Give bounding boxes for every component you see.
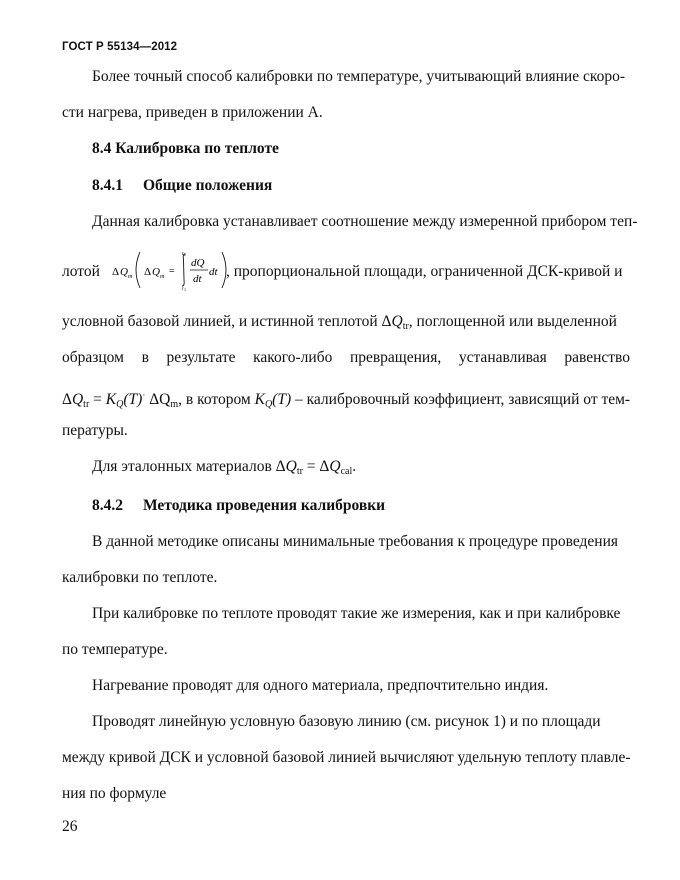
paragraph-line: Нагревание проводят для одного материала, предпочтительно индия. bbox=[92, 677, 549, 694]
heat-integral-formula bbox=[112, 248, 242, 292]
integral-lower-limit: t bbox=[182, 286, 184, 292]
paragraph-line: между кривой ДСК и условной базовой линией вычисляют удельную теплоту плавле- bbox=[62, 749, 631, 766]
math-symbol: K bbox=[254, 391, 265, 409]
text-span: Для эталонных материалов Δ bbox=[92, 458, 286, 475]
math-dot: · bbox=[142, 390, 146, 400]
fraction-numerator: dQ bbox=[191, 257, 205, 269]
paragraph-line: Данная калибровка устанавливает соотношение между измеренной прибором теп- bbox=[92, 213, 638, 230]
integral-upper-limit: t bbox=[182, 251, 184, 257]
text-span: , в котором bbox=[178, 391, 255, 409]
subsection-number: 8.4.1 bbox=[92, 177, 123, 194]
paragraph-line: , пропорциональной площади, ограниченной ДСК-кривой и bbox=[226, 263, 623, 280]
subsection-title: Общие положения bbox=[143, 177, 273, 194]
word: какого-либо bbox=[253, 349, 333, 366]
math-symbol: Q bbox=[329, 458, 341, 475]
formula-delta: Δ bbox=[144, 266, 152, 278]
formula-sub: m bbox=[128, 274, 133, 280]
formula-delta: Δ bbox=[112, 266, 120, 278]
math-symbol: (T) bbox=[123, 391, 143, 409]
section-heading: 8.4 Калибровка по теплоте bbox=[92, 140, 279, 157]
math-subscript: tr bbox=[296, 466, 303, 477]
paragraph-line: калибровки по теплоте. bbox=[62, 569, 218, 586]
paragraph-line bbox=[62, 385, 630, 410]
math-subscript: tr bbox=[83, 399, 90, 411]
document-header: ГОСТ Р 55134—2012 bbox=[62, 41, 178, 53]
integral-upper-sub: 2 bbox=[184, 252, 186, 257]
text-span: = Δ bbox=[302, 458, 330, 475]
text-span: – калибровочный коэффициент, зависящий от тем- bbox=[291, 391, 631, 409]
text-span: условной базовой линией, и истинной теплотой Δ bbox=[62, 313, 392, 330]
math-symbol: Q bbox=[285, 458, 297, 475]
page-number: 26 bbox=[62, 818, 78, 835]
paragraph-line: сти нагрева, приведен в приложении А. bbox=[62, 104, 323, 121]
text-span: . bbox=[352, 458, 357, 475]
integral-lower-sub: 1 bbox=[184, 287, 186, 292]
word: устанавливая bbox=[458, 349, 547, 366]
formula-dt: dt bbox=[209, 266, 218, 278]
paragraph-line: Проводят линейную условную базовую линию (см. рисунок 1) и по площади bbox=[92, 713, 601, 730]
word: превращения, bbox=[349, 349, 442, 366]
paragraph-line: ния по формуле bbox=[62, 785, 167, 802]
math-subscript: m bbox=[170, 399, 179, 411]
text-span: Δ bbox=[62, 391, 72, 409]
subsection-number: 8.4.2 bbox=[92, 497, 123, 514]
paragraph-line: В данной методике описаны минимальные требования к процедуре проведения bbox=[92, 533, 618, 550]
paragraph-line: Более точный способ калибровки по температуре, учитывающий влияние скоро- bbox=[92, 68, 625, 85]
paragraph-line: лотой bbox=[62, 263, 100, 280]
text-span: , поглощенной или выделенной bbox=[408, 313, 617, 330]
math-subscript: Q bbox=[264, 399, 273, 411]
formula-equals: = bbox=[169, 266, 175, 277]
word: результате bbox=[166, 349, 236, 366]
text-span: ΔQ bbox=[145, 391, 171, 409]
paragraph-line: по температуре. bbox=[62, 641, 168, 658]
math-symbol: Q bbox=[391, 313, 403, 330]
word: образцом bbox=[62, 349, 124, 366]
paragraph-line: пературы. bbox=[62, 422, 128, 439]
formula-q: Q bbox=[152, 266, 160, 278]
fraction-denominator: dt bbox=[193, 273, 202, 285]
formula-sub: m bbox=[160, 274, 165, 280]
subsection-title: Методика проведения калибровки bbox=[143, 497, 386, 514]
math-symbol: (T) bbox=[272, 391, 292, 409]
formula-q: Q bbox=[120, 266, 128, 278]
math-symbol: K bbox=[105, 391, 117, 409]
text-span: = bbox=[89, 391, 106, 409]
math-subscript: tr bbox=[402, 321, 409, 332]
math-subscript: Q bbox=[116, 399, 124, 411]
word: равенство bbox=[564, 349, 631, 366]
paragraph-line bbox=[92, 457, 356, 477]
word: в bbox=[141, 349, 149, 366]
paragraph-line bbox=[62, 348, 630, 368]
math-symbol: Q bbox=[71, 391, 84, 409]
paragraph-line bbox=[62, 312, 617, 332]
math-subscript: cal bbox=[340, 466, 353, 477]
paragraph-line: При калибровке по теплоте проводят такие же измерения, как и при калибровке bbox=[92, 605, 621, 622]
